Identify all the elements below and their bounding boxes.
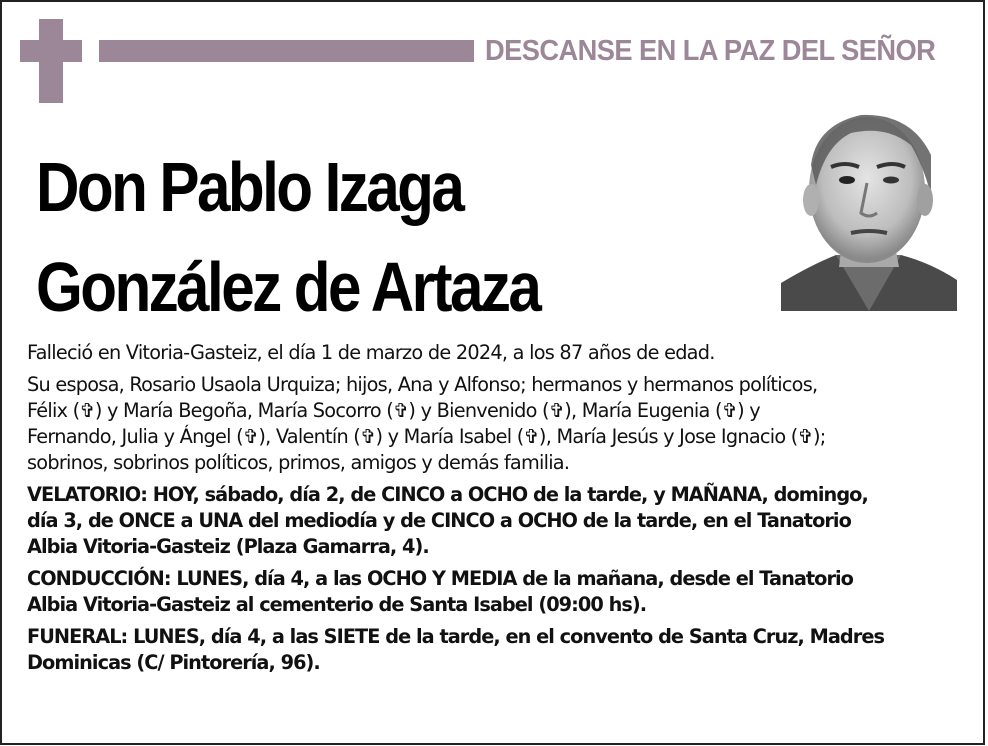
portrait-photo-graphic [781, 105, 957, 311]
name-line-1: Don Pablo Izaga [36, 148, 463, 226]
headline: DESCANSE EN LA PAZ DEL SEÑOR [485, 35, 936, 67]
header-rule [99, 40, 474, 62]
conduccion-section: CONDUCCIÓN: LUNES, día 4, a las OCHO Y MEDIA de la mañana, desde el Tanatorio Albia Vitoria-Gasteiz al cementerio de Santa Isabel (09:00 hs). [27, 567, 853, 616]
latin-cross-icon-arm [20, 40, 82, 62]
death-announcement: Falleció en Vitoria-Gasteiz, el día 1 de marzo de 2024, a los 87 años de edad. [27, 341, 715, 364]
velatorio-section: VELATORIO: HOY, sábado, día 2, de CINCO a OCHO de la tarde, y MAÑANA, domingo, día 3, de ONCE a UNA del mediodía y de CINCO a OCHO de la tarde, en el Tanatorio Albia Vitoria-Gasteiz (Plaza Gamarra, 4). [27, 483, 868, 558]
funeral-section: FUNERAL: LUNES, día 4, a las SIETE de la tarde, en el convento de Santa Cruz, Madres Dominicas (C/ Pintorería, 96). [27, 625, 884, 674]
name-line-2: González de Artaza [36, 248, 540, 326]
notice-body [27, 340, 957, 682]
deceased-name [36, 137, 539, 337]
portrait-photo [781, 105, 957, 311]
family-list: Su esposa, Rosario Usaola Urquiza; hijos, Ana y Alfonso; hermanos y hermanos políticos, Félix (✞) y María Begoña, María Socorro (✞) y Bienvenido (✞), María Eugenia (✞) y Fernando, Julia y Ángel (✞), Valentín (✞) y María Isabel (✞), María Jesús y Jose Ignacio (✞); sobrinos, sobrinos políticos, primos, amigos y demás familia. [27, 373, 826, 474]
